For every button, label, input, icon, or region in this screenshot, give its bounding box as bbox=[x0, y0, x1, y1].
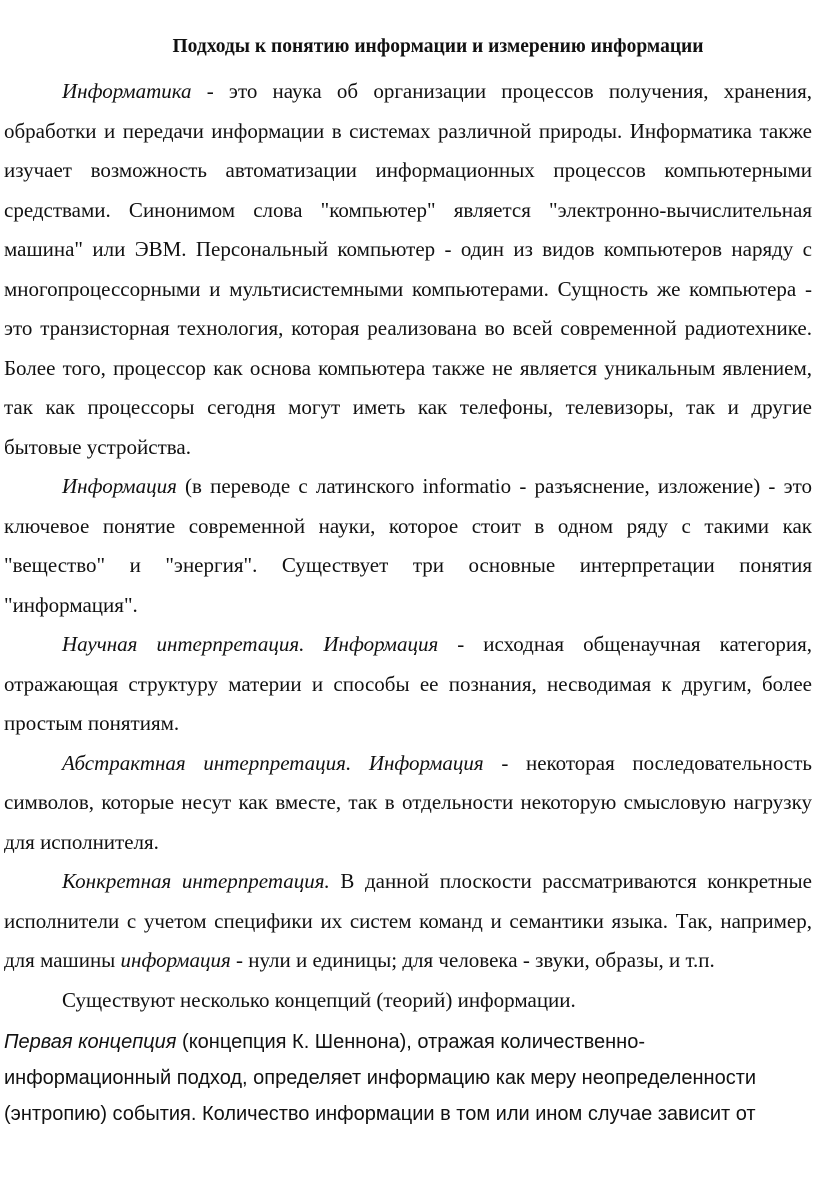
term-concrete-interpretation: Конкретная интерпретация. bbox=[62, 869, 330, 893]
term-informatics: Информатика bbox=[62, 79, 192, 103]
paragraph-text: - нули и единицы; для человека - звуки, образы, и т.п. bbox=[230, 948, 715, 972]
paragraph-information bbox=[0, 467, 816, 625]
paragraph-abstract-interpretation bbox=[0, 744, 816, 863]
paragraph-first-concept bbox=[0, 1024, 816, 1132]
page-title: Подходы к понятию информации и измерению информации bbox=[172, 36, 704, 57]
paragraph-text: - это наука об организации процессов получения, хранения, обработки и передачи информации в системах различной природы. Информатика также изучает возможность автоматизации информационных процессов компьютерными средствами. Синонимом слова "компьютер" является "электронно-вычислительная машина" или ЭВМ. Персональный компьютер - один из видов компьютеров наряду с многопроцессорными и мультисистемными компьютерами. Сущность же компьютера - это транзисторная технология, которая реализована во всей современной радиотехнике. Более того, процессор как основа компьютера также не является уникальным явлением, так как процессоры сегодня могут иметь как телефоны, телевизоры, так и другие бытовые устройства. bbox=[4, 79, 812, 459]
term-information: Информация bbox=[62, 474, 177, 498]
term-abstract-interpretation: Абстрактная интерпретация. Информация bbox=[62, 750, 484, 775]
paragraph-concrete-interpretation bbox=[0, 862, 816, 981]
term-scientific-interpretation: Научная интерпретация. Информация bbox=[62, 632, 439, 656]
paragraph-text: (в переводе с латинского informatio - разъяснение, изложение) - это ключевое понятие современной науки, которое стоит в одном ряду с такими как "вещество" и "энергия". Существует три основные интерпретации понятия "информация". bbox=[4, 474, 812, 617]
paragraph-scientific-interpretation bbox=[0, 625, 816, 744]
term-information-machine: информация bbox=[120, 948, 231, 972]
paragraph-concepts: Существуют несколько концепций (теорий) информации. bbox=[62, 987, 576, 1012]
term-first-concept: Первая концепция bbox=[4, 1031, 177, 1053]
paragraph-informatics bbox=[0, 72, 816, 467]
paragraph-text: - исходная общенаучная категория, отражающая структуру материи и способы ее познания, несводимая к другим, более простым понятиям. bbox=[4, 632, 813, 735]
paragraph-text: (концепция К. Шеннона), отражая количественно-информационный подход, определяет информацию как меру неопределенности (энтропию) события. Количество информации в том или ином случае зависит от bbox=[4, 1031, 757, 1125]
paragraph-text: В данной плоскости рассматриваются конкретные исполнители с учетом специфики их систем команд и семантики языка. Так, например, для машины bbox=[4, 869, 812, 972]
paragraph-text: - некоторая последовательность символов, которые несут как вместе, так в отдельности некоторую смысловую нагрузку для исполнителя. bbox=[4, 750, 813, 854]
